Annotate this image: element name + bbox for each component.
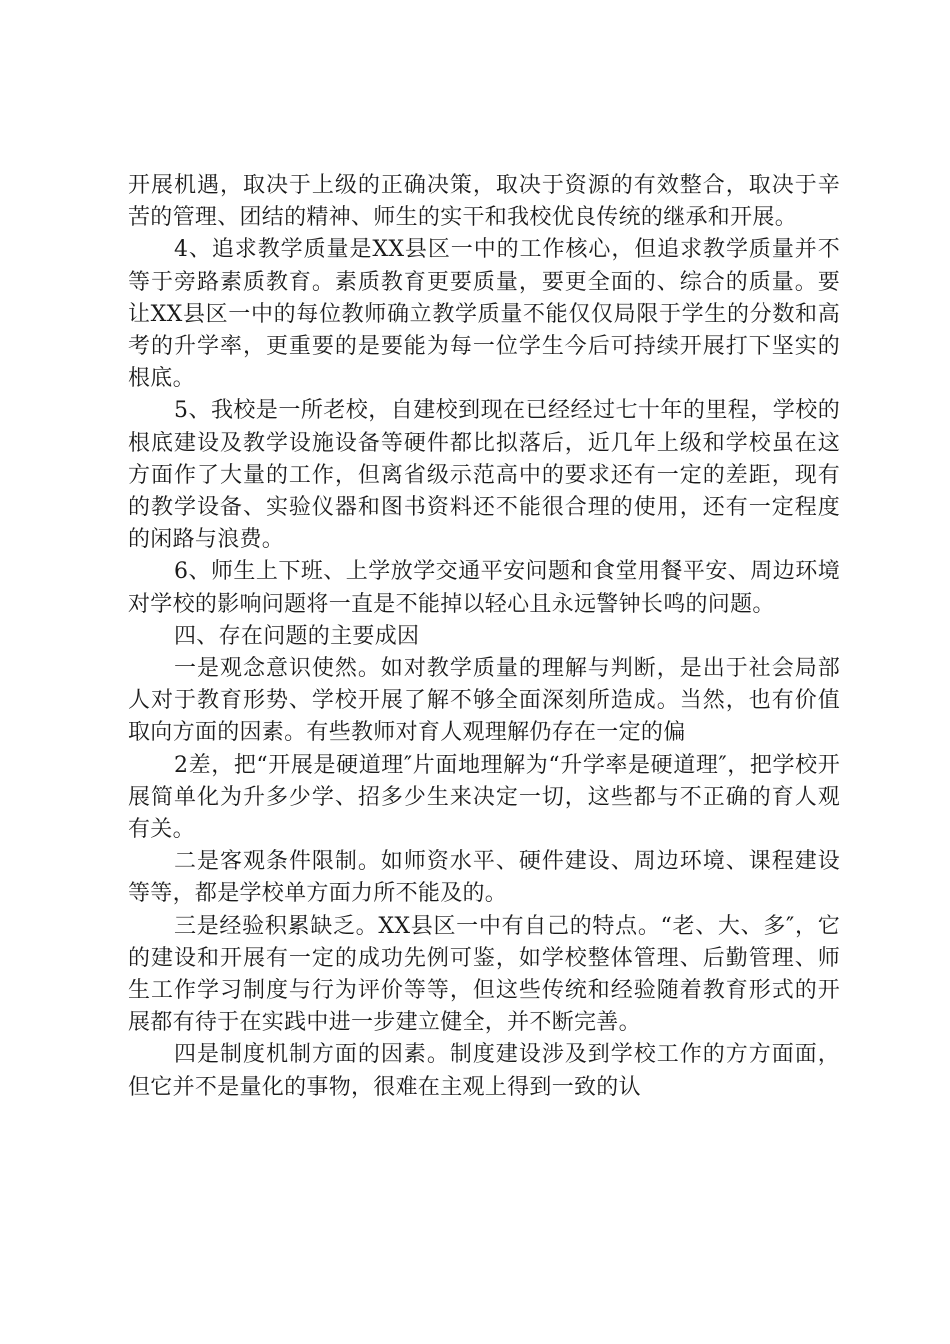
paragraph-item-5: 5、我校是一所老校，自建校到现在已经经过七十年的里程，学校的根底建设及教学设施设备等硬件都比拟落后，近几年上级和学校虽在这方面作了大量的工作，但离省级示范高中的要求还有一定的差距，现有的教学设备、实验仪器和图书资料还不能很合理的使用，还有一定程度的闲路与浪费。 xyxy=(128,398,840,553)
paragraph-cause-2: 二是客观条件限制。如师资水平、硬件建设、周边环境、课程建设等等，都是学校单方面力所不能及的。 xyxy=(128,849,840,907)
paragraph-cause-1-continued: 2差，把“开展是硬道理″片面地理解为“升学率是硬道理″，把学校开展简单化为升多少学、招多少生来决定一切，这些都与不正确的育人观有关。 xyxy=(128,752,840,843)
paragraph-item-6: 6、师生上下班、上学放学交通平安问题和食堂用餐平安、周边环境对学校的影响问题将一直是不能掉以轻心且永远警钟长鸣的问题。 xyxy=(128,559,840,617)
document-body xyxy=(128,170,840,1104)
paragraph-continuation: 开展机遇，取决于上级的正确决策，取决于资源的有效整合，取决于辛苦的管理、团结的精神、师生的实干和我校优良传统的继承和开展。 xyxy=(128,173,840,231)
section-heading-causes: 四、存在问题的主要成因 xyxy=(174,623,420,649)
paragraph-cause-4: 四是制度机制方面的因素。制度建设涉及到学校工作的方方面面，但它并不是量化的事物，很难在主观上得到一致的认 xyxy=(128,1042,840,1100)
paragraph-cause-1: 一是观念意识使然。如对教学质量的理解与判断，是出于社会局部人对于教育形势、学校开展了解不够全面深刻所造成。当然，也有价值取向方面的因素。有些教师对育人观理解仍存在一定的偏 xyxy=(128,656,840,746)
paragraph-cause-3: 三是经验积累缺乏。XX县区一中有自己的特点。“老、大、多″，它的建设和开展有一定的成功先例可鉴，如学校整体管理、后勤管理、师生工作学习制度与行为评价等等，但这些传统和经验随着教育形式的开展都有待于在实践中进一步建立健全，并不断完善。 xyxy=(128,913,840,1036)
paragraph-item-4: 4、追求教学质量是XX县区一中的工作核心，但追求教学质量并不等于旁路素质教育。素质教育更要质量，要更全面的、综合的质量。要让XX县区一中的每位教师确立教学质量不能仅仅局限于学生的分数和高考的升学率，更重要的是要能为每一位学生今后可持续开展打下坚实的根底。 xyxy=(128,237,840,392)
